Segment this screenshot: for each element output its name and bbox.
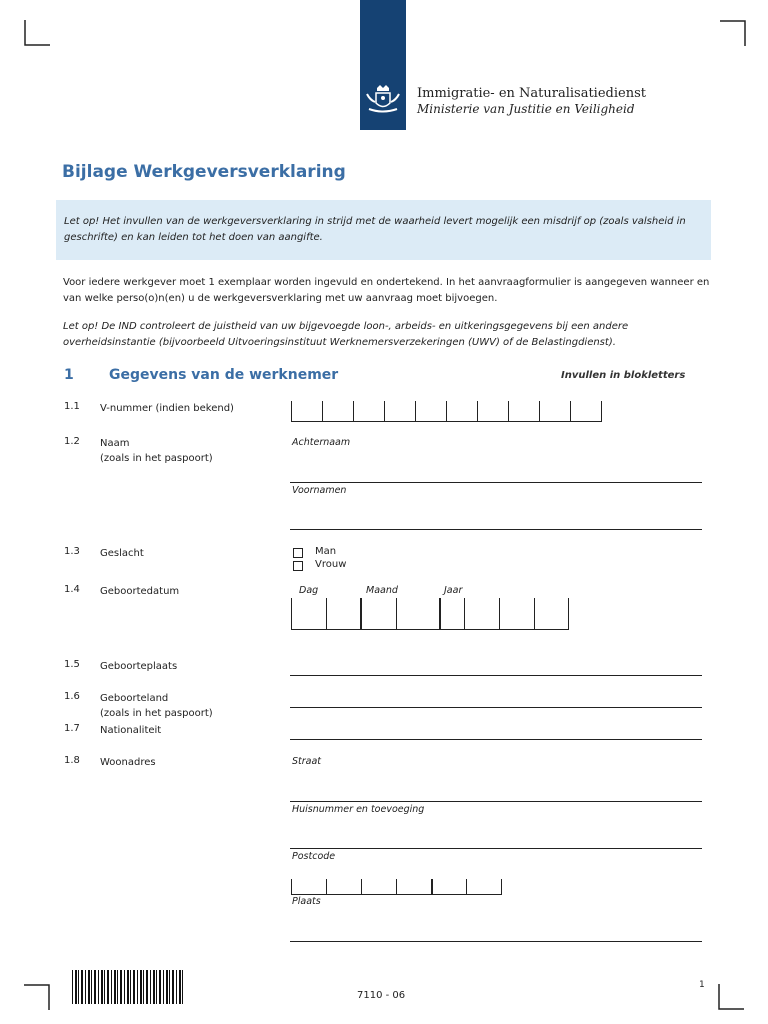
- question-label: Woonadres: [100, 757, 156, 768]
- v-number-boxes[interactable]: [291, 401, 602, 422]
- given-names-field[interactable]: [290, 529, 702, 530]
- surname-field[interactable]: [290, 482, 702, 483]
- question-number: 1.1: [64, 401, 80, 412]
- month-label: Maand: [366, 585, 398, 596]
- city-field[interactable]: [290, 941, 702, 942]
- field-label: Achternaam: [292, 437, 351, 448]
- house-number-field[interactable]: [290, 848, 702, 849]
- day-label: Dag: [299, 585, 319, 596]
- checkbox-label: Vrouw: [315, 559, 347, 570]
- question-number: 1.5: [64, 659, 80, 670]
- year-label: Jaar: [444, 585, 463, 596]
- ministry-name: Ministerie van Justitie en Veiligheid: [417, 102, 635, 116]
- coat-of-arms-icon: [363, 84, 403, 118]
- control-notice: Let op! De IND controleert de juistheid van uw bijgevoegde loon-, arbeids- en uitkeringsgegevens bij een andere overheidsinstantie (bijvoorbeeld Uitvoeringsinstituut Werknemersverzekeringen (UWV) of de Belastingdienst).: [63, 321, 629, 348]
- question-label: Geboorteplaats: [100, 661, 178, 672]
- question-number: 1.6: [64, 691, 80, 702]
- crop-mark-top-right: [720, 20, 746, 46]
- street-field[interactable]: [290, 801, 702, 802]
- field-label: Huisnummer en toevoeging: [292, 804, 425, 815]
- question-label: Nationaliteit: [100, 725, 162, 736]
- field-label: Plaats: [292, 896, 321, 907]
- checkbox-woman[interactable]: [293, 561, 303, 571]
- page-title: Bijlage Werkgeversverklaring: [62, 162, 346, 182]
- barcode: [72, 970, 184, 1004]
- crop-mark-top-left: [24, 20, 50, 46]
- question-label: Geslacht: [100, 548, 144, 559]
- checkbox-label: Man: [315, 546, 337, 557]
- field-label: Straat: [292, 756, 322, 767]
- question-number: 1.3: [64, 546, 80, 557]
- question-label: V-nummer (indien bekend): [100, 403, 234, 414]
- field-label: Voornamen: [292, 485, 347, 496]
- field-label: Postcode: [292, 851, 336, 862]
- section-number: 1: [64, 367, 74, 383]
- warning-notice: [56, 200, 711, 260]
- question-label: Naam: [100, 438, 130, 449]
- logo: [360, 0, 406, 130]
- crop-mark-bottom-right: [718, 984, 744, 1010]
- question-sublabel: (zoals in het paspoort): [100, 708, 213, 719]
- question-number: 1.7: [64, 723, 80, 734]
- form-code: 7110 - 06: [357, 990, 406, 1001]
- question-sublabel: (zoals in het paspoort): [100, 453, 213, 464]
- intro-paragraph: Voor iedere werkgever moet 1 exemplaar worden ingevuld en ondertekend. In het aanvraagformulier is aangegeven wanneer en van welke perso(o)n(en) u de werkgeversverklaring met uw aanvraag moet bijvoegen.: [63, 277, 710, 304]
- question-number: 1.8: [64, 755, 80, 766]
- question-number: 1.4: [64, 584, 80, 595]
- question-number: 1.2: [64, 436, 80, 447]
- nationality-field[interactable]: [290, 739, 702, 740]
- birth-country-field[interactable]: [290, 707, 702, 708]
- page-number: 1: [699, 980, 705, 990]
- organization-name: Immigratie- en Naturalisatiedienst: [417, 86, 646, 101]
- warning-text: Let op! Het invullen van de werkgeversverklaring in strijd met de waarheid levert mogelijk een misdrijf op (zoals valsheid in geschrifte) en kan leiden tot het doen van aangifte.: [64, 216, 686, 243]
- postcode-boxes[interactable]: [291, 879, 502, 895]
- crop-mark-bottom-left: [24, 984, 50, 1010]
- section-title: Gegevens van de werknemer: [109, 367, 339, 383]
- section-hint: Invullen in blokletters: [561, 370, 686, 381]
- birthdate-boxes[interactable]: [291, 598, 569, 630]
- question-label: Geboorteland: [100, 693, 169, 704]
- question-label: Geboortedatum: [100, 586, 180, 597]
- checkbox-man[interactable]: [293, 548, 303, 558]
- birthplace-field[interactable]: [290, 675, 702, 676]
